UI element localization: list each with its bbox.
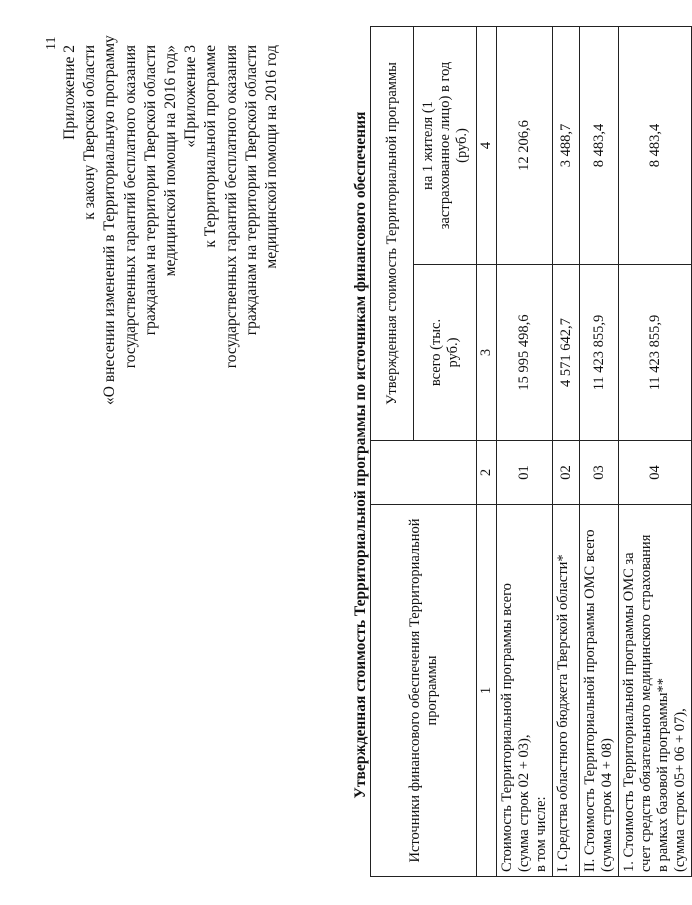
appendix2-line: «О внесении изменений в Территориальную программу [101, 35, 119, 405]
row-total: 4 571 642,7 [553, 265, 580, 441]
header-per-capita: на 1 жителя (1 застрахованное лицо) в год (руб.) [414, 27, 477, 265]
row-code: 03 [580, 441, 619, 505]
row-total: 11 423 855,9 [619, 265, 692, 441]
column-number: 3 [477, 265, 497, 441]
table-row [619, 27, 692, 877]
appendix3-title: «Приложение 3 [182, 45, 200, 148]
row-code: 01 [497, 441, 553, 505]
appendix2-line: к закону Тверской области [81, 45, 99, 220]
appendix3-line: гражданам на территории Тверской области [242, 45, 260, 336]
row-name: Стоимость Территориальной программы всего (сумма строк 02 + 03), в том числе: [497, 505, 553, 877]
row-code: 04 [619, 441, 692, 505]
row-name: I. Средства областного бюджета Тверской области* [553, 505, 580, 877]
row-per-capita: 3 488,7 [553, 27, 580, 265]
appendix3-line: медицинской помощи на 2016 год [263, 45, 281, 269]
header-approved-cost: Утвержденная стоимость Территориальной программы [371, 27, 414, 441]
page-number: 11 [44, 36, 59, 50]
header-total: всего (тыс. руб.) [414, 265, 477, 441]
row-per-capita: 12 206,6 [497, 27, 553, 265]
row-total: 15 995 498,6 [497, 265, 553, 441]
appendix2-title: Приложение 2 [61, 45, 78, 140]
row-name: 1. Стоимость Территориальной программы ОМС за счет средств обязательного медицинского страхования в рамках базовой программы** (сумма строк 05+ 06 + 07), [619, 505, 692, 877]
table-row [553, 27, 580, 877]
column-number: 4 [477, 27, 497, 265]
row-per-capita: 8 483,4 [580, 27, 619, 265]
appendix-header [60, 35, 282, 405]
table-title: Утвержденная стоимость Территориальной программы по источникам финансового обеспечения [352, 111, 369, 799]
appendix2-line: медицинской помощи на 2016 год» [162, 45, 180, 277]
column-number: 1 [477, 505, 497, 877]
row-name: II. Стоимость Территориальной программы ОМС всего (сумма строк 04 + 08) [580, 505, 619, 877]
row-total: 11 423 855,9 [580, 265, 619, 441]
appendix2-line: гражданам на территории Тверской области [141, 45, 159, 336]
appendix3-line: государственных гарантий бесплатного оказания [222, 45, 240, 369]
appendix3-line: к Территориальной программе [202, 45, 220, 248]
header-line-no [371, 441, 477, 505]
row-per-capita: 8 483,4 [619, 27, 692, 265]
table-row [497, 27, 553, 877]
financing-table [370, 26, 692, 877]
row-code: 02 [553, 441, 580, 505]
column-number: 2 [477, 441, 497, 505]
header-sources: Источники финансового обеспечения Территориальной программы [371, 505, 477, 877]
table-row [580, 27, 619, 877]
appendix2-line: государственных гарантий бесплатного оказания [121, 45, 139, 369]
